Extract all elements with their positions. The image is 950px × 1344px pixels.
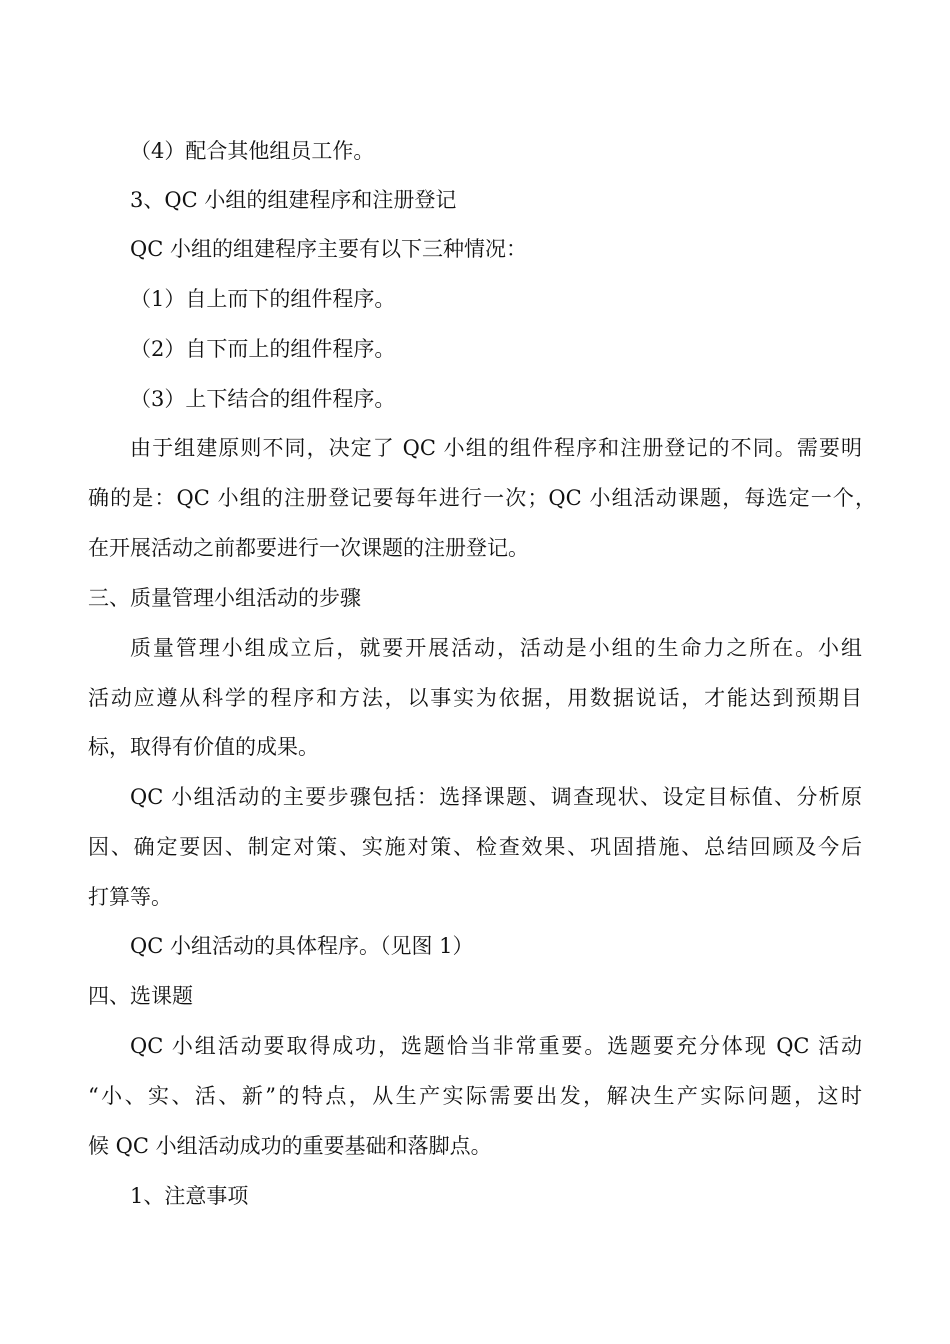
paragraph-line: 候 QC 小组活动成功的重要基础和落脚点。 xyxy=(88,1134,492,1158)
paragraph-line: QC 小组活动的具体程序。（见图 1） xyxy=(130,934,474,958)
section-heading-4: 四、选课题 xyxy=(88,984,193,1008)
list-item-2: （2）自下而上的组件程序。 xyxy=(130,337,396,361)
paragraph-line: 打算等。 xyxy=(88,885,172,909)
paragraph-line: “小、实、活、新”的特点，从生产实际需要出发，解决生产实际问题，这时 xyxy=(88,1084,862,1108)
paragraph-line: QC 小组的组建程序主要有以下三种情况： xyxy=(130,237,527,261)
paragraph-line: 活动应遵从科学的程序和方法，以事实为依据，用数据说话，才能达到预期目 xyxy=(88,686,862,710)
paragraph-line: 标，取得有价值的成果。 xyxy=(88,735,319,759)
paragraph-line: QC 小组活动要取得成功，选题恰当非常重要。选题要充分体现 QC 活动 xyxy=(130,1034,862,1058)
list-item-3: （3）上下结合的组件程序。 xyxy=(130,387,396,411)
paragraph-line: 因、确定要因、制定对策、实施对策、检查效果、巩固措施、总结回顾及今后 xyxy=(88,835,862,859)
paragraph-line: 质量管理小组成立后，就要开展活动，活动是小组的生命力之所在。小组 xyxy=(130,636,862,660)
subsection-heading-3: 3、QC 小组的组建程序和注册登记 xyxy=(130,188,457,212)
list-item-1: （1）自上而下的组件程序。 xyxy=(130,287,396,311)
paragraph-line: 由于组建原则不同，决定了 QC 小组的组件程序和注册登记的不同。需要明 xyxy=(130,436,862,460)
section-heading-3: 三、质量管理小组活动的步骤 xyxy=(88,586,361,610)
list-item-4: （4）配合其他组员工作。 xyxy=(130,139,375,163)
paragraph-line: 在开展活动之前都要进行一次课题的注册登记。 xyxy=(88,536,529,560)
subsection-heading-1: 1、注意事项 xyxy=(130,1184,249,1208)
paragraph-line: QC 小组活动的主要步骤包括：选择课题、调查现状、设定目标值、分析原 xyxy=(130,785,862,809)
paragraph-line: 确的是：QC 小组的注册登记要每年进行一次；QC 小组活动课题，每选定一个， xyxy=(88,486,876,510)
